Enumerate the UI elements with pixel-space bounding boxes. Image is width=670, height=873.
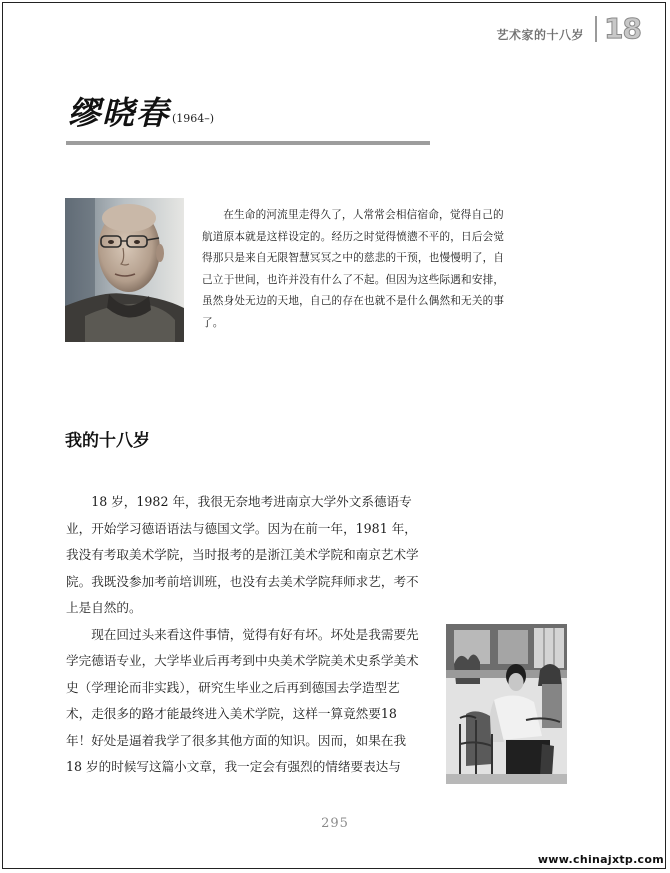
- section-title: 我的十八岁: [65, 431, 150, 451]
- artist-years: (1964–): [172, 112, 215, 125]
- page-number: 295: [321, 816, 349, 831]
- intro-quote: 在生命的河流里走得久了，人常常会相信宿命，觉得自己的航道原本就是这样设定的。经历之时觉得愤懑不平的，日后会觉得那只是来自无限智慧冥冥之中的慈悲的干预，也慢慢明了，自己立于世间，也许并没有什么了不起。但因为这些际遇和安排，虽然身处无边的天地，自己的存在也就不是什么偶然和无关的事了。: [202, 209, 505, 329]
- body-paragraph: 现在回过头来看这件事情，觉得有好有坏。坏处是我需要先学完德语专业，大学毕业后再考到中央美术学院美术史系学美术史（学理论而非实践），研究生毕业之后再到德国去学造型艺术，走很多的路才能最终进入美术学院，这样一算竟然要18年！好处是逼着我学了很多其他方面的知识。因而，如果在我 18 岁的时候写这篇小文章，我一定会有强烈的情绪要表达与: [66, 626, 419, 774]
- artist-portrait-photo: [65, 198, 184, 342]
- young-artist-photo: [446, 624, 567, 784]
- watermark: www.chinajxtp.com: [537, 853, 664, 866]
- header-divider: [595, 16, 597, 42]
- running-header-title: 艺术家的十八岁: [496, 28, 584, 42]
- artist-name: 缪晓春: [68, 94, 171, 132]
- chapter-number: 18: [604, 12, 641, 45]
- body-paragraph: 18 岁，1982 年，我很无奈地考进南京大学外文系德语专业，开始学习德语语法与德国文学。因为在前一年，1981 年，我没有考取美术学院，当时报考的是浙江美术学院和南京艺术学院。我既没参加考前培训班，也没有去美术学院拜师求艺，考不上是自然的。: [66, 494, 419, 615]
- body-text: [66, 489, 422, 781]
- title-rule: [66, 141, 430, 145]
